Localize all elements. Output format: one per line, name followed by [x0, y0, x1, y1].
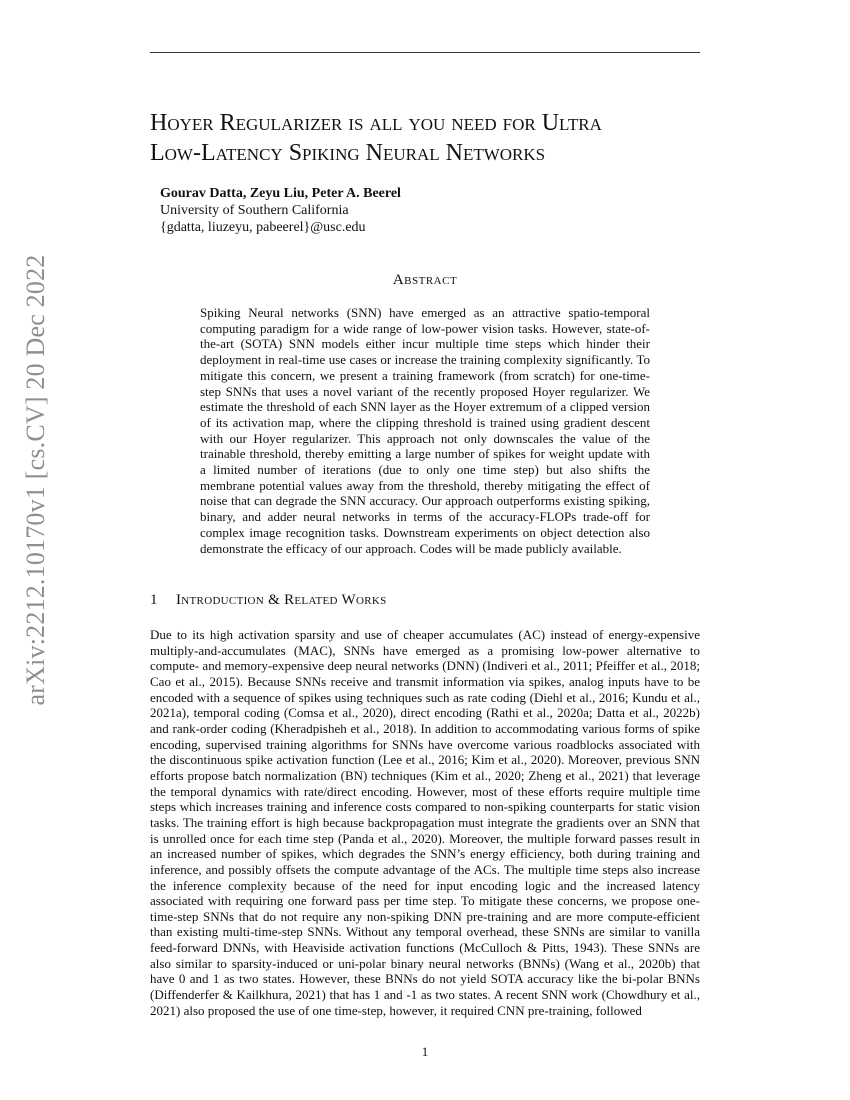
- author-block: [160, 185, 401, 236]
- section-heading: [150, 592, 387, 609]
- author-names: Gourav Datta, Zeyu Liu, Peter A. Beerel: [160, 186, 401, 201]
- title-line-1: Hoyer Regularizer is all you need for Ultra: [150, 110, 602, 136]
- arxiv-stamp: arXiv:2212.10170v1 [cs.CV] 20 Dec 2022: [21, 254, 50, 706]
- section-title: Introduction & Related Works: [176, 592, 387, 608]
- paper-title: [150, 108, 710, 168]
- section-number: 1: [150, 592, 158, 608]
- abstract-text: Spiking Neural networks (SNN) have emerged as an attractive spatio-temporal computing paradigm for a wide range of low-power vision tasks. However, state-of-the-art (SOTA) SNN models either incur multiple time steps which hinder their deployment in real-time use cases or increase the training complexity significantly. To mitigate this concern, we present a training framework (from scratch) for one-time-step SNNs that uses a novel variant of the recently proposed Hoyer regularizer. We estimate the threshold of each SNN layer as the Hoyer extremum of a clipped version of its activation map, where the clipping threshold is trained using gradient descent with our Hoyer regularizer. This approach not only downscales the value of the trainable threshold, thereby emitting a large number of spikes for weight update with a limited number of iterations (due to only one time step) but also shifts the membrane potential values away from the threshold, thereby mitigating the effect of noise that can degrade the SNN accuracy. Our approach outperforms existing spiking, binary, and adder neural networks in terms of the accuracy-FLOPs trade-off for complex image recognition tasks. Downstream experiments on object detection also demonstrate the efficacy of our approach. Codes will be made publicly available.: [200, 305, 650, 556]
- title-line-2: Low-Latency Spiking Neural Networks: [150, 140, 546, 166]
- intro-paragraph: Due to its high activation sparsity and use of cheaper accumulates (AC) instead of energy-expensive multiply-and-accumulates (MAC), SNNs have emerged as a promising low-power alternative to compute- and memory-expensive deep neural networks (DNN) (Indiveri et al., 2011; Pfeiffer et al., 2018; Cao et al., 2015). Because SNNs receive and transmit information via spikes, analog inputs have to be encoded with a sequence of spikes using techniques such as rate coding (Diehl et al., 2016; Kundu et al., 2021a), temporal coding (Comsa et al., 2020), direct encoding (Rathi et al., 2020a; Datta et al., 2022b) and rank-order coding (Kheradpisheh et al., 2018). In addition to accommodating various forms of spike encoding, supervised training algorithms for SNNs have overcome various roadblocks associated with the discontinuous spike activation function (Lee et al., 2016; Kim et al., 2020). Moreover, previous SNN efforts propose batch normalization (BN) techniques (Kim et al., 2020; Zheng et al., 2021) that leverage the temporal dynamics with rate/direct encoding. However, most of these efforts require multiple time steps which increases training and inference costs compared to non-spiking counterparts for static vision tasks. The training effort is high because backpropagation must integrate the gradients over an SNN that is unrolled once for each time step (Panda et al., 2020). Moreover, the multiple forward passes result in an increased number of spikes, which degrades the SNN’s energy efficiency, both during training and inference, and possibly offsets the compute advantage of the ACs. The multiple time steps also increase the inference complexity because of the need for input encoding logic and the increased latency associated with requiring one forward pass per time step. To mitigate these concerns, we propose one-time-step SNNs that do not require any non-spiking DNN pre-training and are more compute-efficient than existing multi-time-step SNNs. Without any temporal overhead, these SNNs are similar to vanilla feed-forward DNNs, with Heaviside activation functions (McCulloch & Pitts, 1943). These SNNs are also similar to sparsity-induced or uni-polar binary neural networks (BNNs) (Wang et al., 2020b) that have 0 and 1 as two states. However, these BNNs do not yield SOTA accuracy like the bi-polar BNNs (Diffenderfer & Kailkhura, 2021) that has 1 and -1 as two states. A recent SNN work (Chowdhury et al., 2021) also proposed the use of one time-step, however, it required CNN pre-training, followed: [150, 627, 700, 1018]
- abstract-heading: Abstract: [392, 272, 458, 288]
- page-number: 1: [421, 1044, 429, 1059]
- author-emails: {gdatta, liuzeyu, pabeerel}@usc.edu: [160, 220, 366, 235]
- author-affiliation: University of Southern California: [160, 203, 349, 218]
- header-rule: [150, 52, 700, 53]
